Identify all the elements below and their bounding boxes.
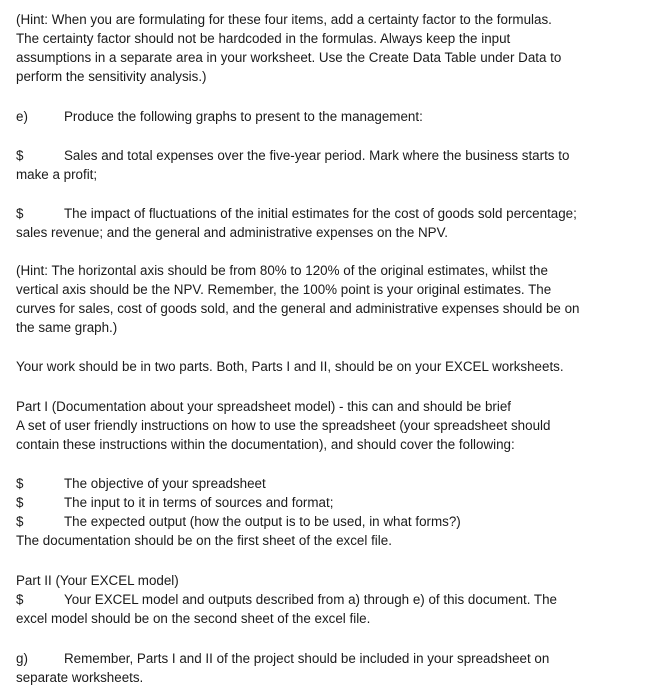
hint-certainty-factor (16, 10, 636, 86)
bullet-text: The objective of your spreadsheet (64, 476, 266, 491)
list-item (16, 474, 636, 493)
hint-line: (Hint: When you are formulating for these four items, add a certainty factor to the formulas. (16, 12, 552, 27)
bullet-text: The input to it in terms of sources and format; (64, 495, 334, 510)
item-text: Produce the following graphs to present to the management: (64, 109, 423, 124)
hint-line: the same graph.) (16, 320, 118, 335)
part-one-section (16, 397, 636, 454)
part-one-title: Part I (Documentation about your spreadsheet model) - this can and should be brief (16, 399, 511, 414)
bullet-marker: $ (16, 476, 24, 491)
item-text-continued: separate worksheets. (16, 670, 144, 685)
bullet-marker: $ (16, 495, 24, 510)
list-item (16, 493, 636, 512)
bullet-marker: $ (16, 148, 24, 163)
part-two-section (16, 571, 636, 628)
bullet-text-continued: excel model should be on the second sheet of the excel file. (16, 611, 371, 626)
list-item (16, 512, 636, 531)
hint-line: The certainty factor should not be hardcoded in the formulas. Always keep the input (16, 31, 511, 46)
bullet-marker: $ (16, 206, 24, 221)
bullet-text: Sales and total expenses over the five-year period. Mark where the business starts to (64, 148, 570, 163)
paragraph-line: Your work should be in two parts. Both, Parts I and II, should be on your EXCEL worksheets. (16, 359, 564, 374)
item-e (16, 107, 636, 126)
item-text: Remember, Parts I and II of the project should be included in your spreadsheet on (64, 651, 550, 666)
hint-line: perform the sensitivity analysis.) (16, 69, 207, 84)
hint-line: curves for sales, cost of goods sold, and the general and administrative expenses should be on (16, 301, 580, 316)
bullet-text: The impact of fluctuations of the initial estimates for the cost of goods sold percentage; (64, 206, 577, 221)
item-g (16, 649, 636, 687)
item-marker: g) (16, 651, 28, 666)
hint-line: assumptions in a separate area in your worksheet. Use the Create Data Table under Data to (16, 50, 562, 65)
bullet-text-continued: make a profit; (16, 167, 98, 182)
hint-graph-axes (16, 261, 636, 337)
bullet-impact-npv (16, 204, 636, 242)
item-marker: e) (16, 109, 28, 124)
paragraph-line: The documentation should be on the first sheet of the excel file. (16, 533, 392, 548)
bullet-text: The expected output (how the output is to be used, in what forms?) (64, 514, 461, 529)
part-one-bullets (16, 474, 636, 550)
bullet-marker: $ (16, 514, 24, 529)
paragraph-line: contain these instructions within the documentation), and should cover the following: (16, 437, 515, 452)
two-parts-note (16, 357, 636, 376)
paragraph-line: A set of user friendly instructions on how to use the spreadsheet (your spreadsheet should (16, 418, 551, 433)
bullet-text-continued: sales revenue; and the general and administrative expenses on the NPV. (16, 225, 449, 240)
hint-line: vertical axis should be the NPV. Remember, the 100% point is your original estimates. The (16, 282, 552, 297)
bullet-sales-expenses (16, 146, 636, 184)
bullet-text: Your EXCEL model and outputs described from a) through e) of this document. The (64, 592, 558, 607)
bullet-marker: $ (16, 592, 24, 607)
hint-line: (Hint: The horizontal axis should be from 80% to 120% of the original estimates, whilst the (16, 263, 548, 278)
part-two-title: Part II (Your EXCEL model) (16, 573, 179, 588)
